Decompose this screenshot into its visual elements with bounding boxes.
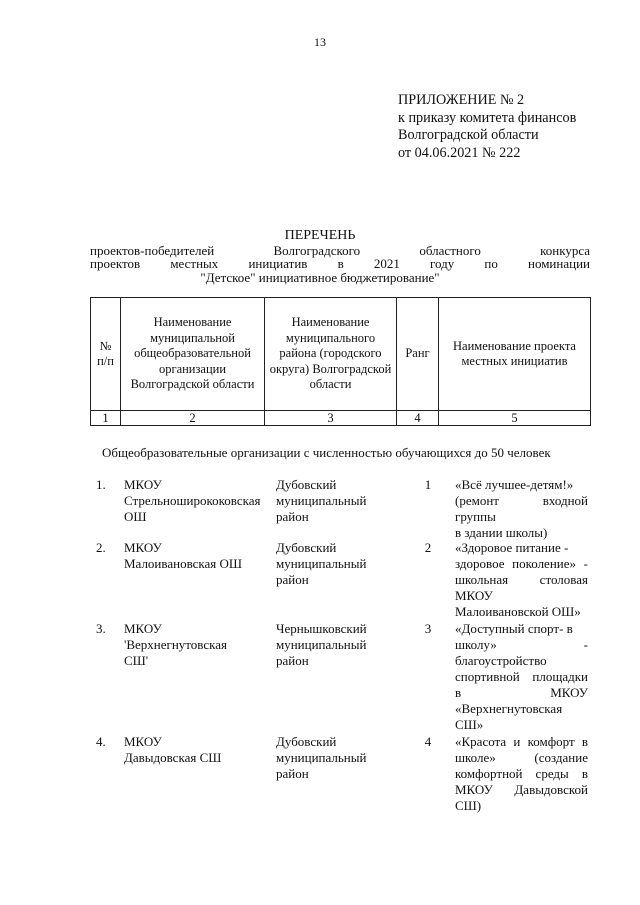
header-cell-district: Наименование муниципального района (городского округа) Волгоградской области	[265, 298, 397, 411]
subtitle-word: по	[484, 256, 498, 271]
subtitle-word: местных	[170, 256, 219, 271]
row-number: 4.	[96, 734, 106, 749]
project-line: в здании школы)	[455, 525, 548, 540]
subtitle-line-3: "Детское" инициативное бюджетирование"	[200, 270, 440, 285]
organization-name	[124, 540, 264, 572]
row-number: 1.	[96, 477, 106, 492]
column-number: 4	[397, 411, 439, 426]
district-name	[276, 477, 406, 525]
column-number: 2	[121, 411, 265, 426]
appendix-line: ПРИЛОЖЕНИЕ № 2	[398, 92, 525, 108]
row-number: 3.	[96, 621, 106, 636]
project-name	[455, 621, 588, 733]
project-name	[455, 734, 588, 814]
organization-line: 'Верхнегнутовская	[124, 637, 228, 652]
organization-line: ОШ	[124, 509, 147, 524]
project-line: МКОУ Давыдовской	[455, 782, 588, 797]
rank-value: 1	[424, 477, 432, 492]
district-line: Дубовский	[276, 477, 337, 492]
project-line: школу» -	[455, 637, 588, 652]
row-number: 2.	[96, 540, 106, 555]
project-line: в МКОУ	[455, 685, 588, 700]
project-line: «Всё лучшее-детям!»	[455, 477, 574, 492]
subtitle-word: областного	[419, 243, 481, 258]
header-cell-rank: Ранг	[397, 298, 439, 411]
project-line: СШ)	[455, 798, 482, 813]
project-line: «Красота и комфорт в	[455, 734, 588, 749]
district-name	[276, 734, 406, 782]
subtitle-word: в	[337, 256, 344, 271]
organization-name	[124, 621, 264, 669]
subtitle-word: инициатив	[248, 256, 308, 271]
document-title: ПЕРЕЧЕНЬ	[284, 228, 356, 243]
table-column-number-row	[91, 411, 591, 426]
project-line: СШ»	[455, 717, 484, 732]
header-cell-organization: Наименование муниципальной общеобразовательной организации Волгоградской области	[121, 298, 265, 411]
project-line: спортивной площадки	[455, 669, 588, 684]
project-name	[455, 540, 588, 620]
project-line: МКОУ	[455, 588, 493, 603]
appendix-line: Волгоградской области	[398, 127, 539, 143]
project-line: комфортной среды в	[455, 766, 588, 781]
project-line: (ремонт входной	[455, 493, 588, 508]
appendix-block	[398, 92, 576, 162]
column-number: 3	[265, 411, 397, 426]
organization-name	[124, 734, 264, 766]
district-line: муниципальный	[276, 556, 367, 571]
organization-name	[124, 477, 264, 525]
district-line: муниципальный	[276, 637, 367, 652]
project-line: Малоивановской ОШ»	[455, 604, 581, 619]
district-line: Дубовский	[276, 540, 337, 555]
subtitle-word: Волгоградского	[273, 243, 361, 258]
organization-line: МКОУ	[124, 734, 162, 749]
district-line: Чернышковский	[276, 621, 367, 636]
district-line: Дубовский	[276, 734, 337, 749]
table-header-row	[91, 298, 591, 411]
organization-line: Малоивановская ОШ	[124, 556, 243, 571]
district-line: район	[276, 653, 309, 668]
subtitle-word: году	[430, 256, 455, 271]
organization-line: МКОУ	[124, 540, 162, 555]
rank-value: 4	[424, 734, 432, 749]
page-number: 13	[314, 35, 326, 49]
organization-line: Стрельноширококовская	[124, 493, 261, 508]
column-number: 1	[91, 411, 121, 426]
project-line: школьная столовая	[455, 572, 588, 587]
rank-value: 2	[424, 540, 432, 555]
appendix-line: к приказу комитета финансов	[398, 109, 577, 126]
district-line: муниципальный	[276, 493, 367, 508]
project-line: «Верхнегнутовская	[455, 701, 563, 716]
subtitle-word: 2021	[373, 256, 400, 271]
header-cell-project: Наименование проекта местных инициатив	[439, 298, 591, 411]
rank-value: 3	[424, 621, 432, 636]
subtitle-word: конкурса	[540, 243, 591, 258]
project-line: группы	[455, 509, 496, 524]
district-line: муниципальный	[276, 750, 367, 765]
section-heading: Общеобразовательные организации с численностью обучающихся до 50 человек	[102, 445, 551, 460]
header-cell-number: № п/п	[91, 298, 121, 411]
header-table	[90, 297, 591, 426]
district-line: район	[276, 509, 309, 524]
project-line: здоровое поколение» -	[455, 556, 588, 571]
project-line: «Здоровое питание -	[455, 540, 569, 555]
appendix-line: от 04.06.2021 № 222	[398, 144, 521, 161]
project-line: школе» (создание	[455, 750, 588, 765]
organization-line: МКОУ	[124, 477, 162, 492]
organization-line: МКОУ	[124, 621, 162, 636]
subtitle-word: проектов	[90, 256, 141, 271]
subtitle-word: проектов-победителей	[90, 243, 215, 258]
district-name	[276, 540, 406, 588]
district-name	[276, 621, 406, 669]
district-line: район	[276, 766, 309, 781]
project-name	[455, 477, 588, 541]
district-line: район	[276, 572, 309, 587]
organization-line: Давыдовская СШ	[124, 750, 222, 765]
column-number: 5	[439, 411, 591, 426]
organization-line: СШ'	[124, 653, 149, 668]
subtitle-word: номинации	[528, 256, 590, 271]
project-line: благоустройство	[455, 653, 547, 668]
project-line: «Доступный спорт- в	[455, 621, 573, 636]
